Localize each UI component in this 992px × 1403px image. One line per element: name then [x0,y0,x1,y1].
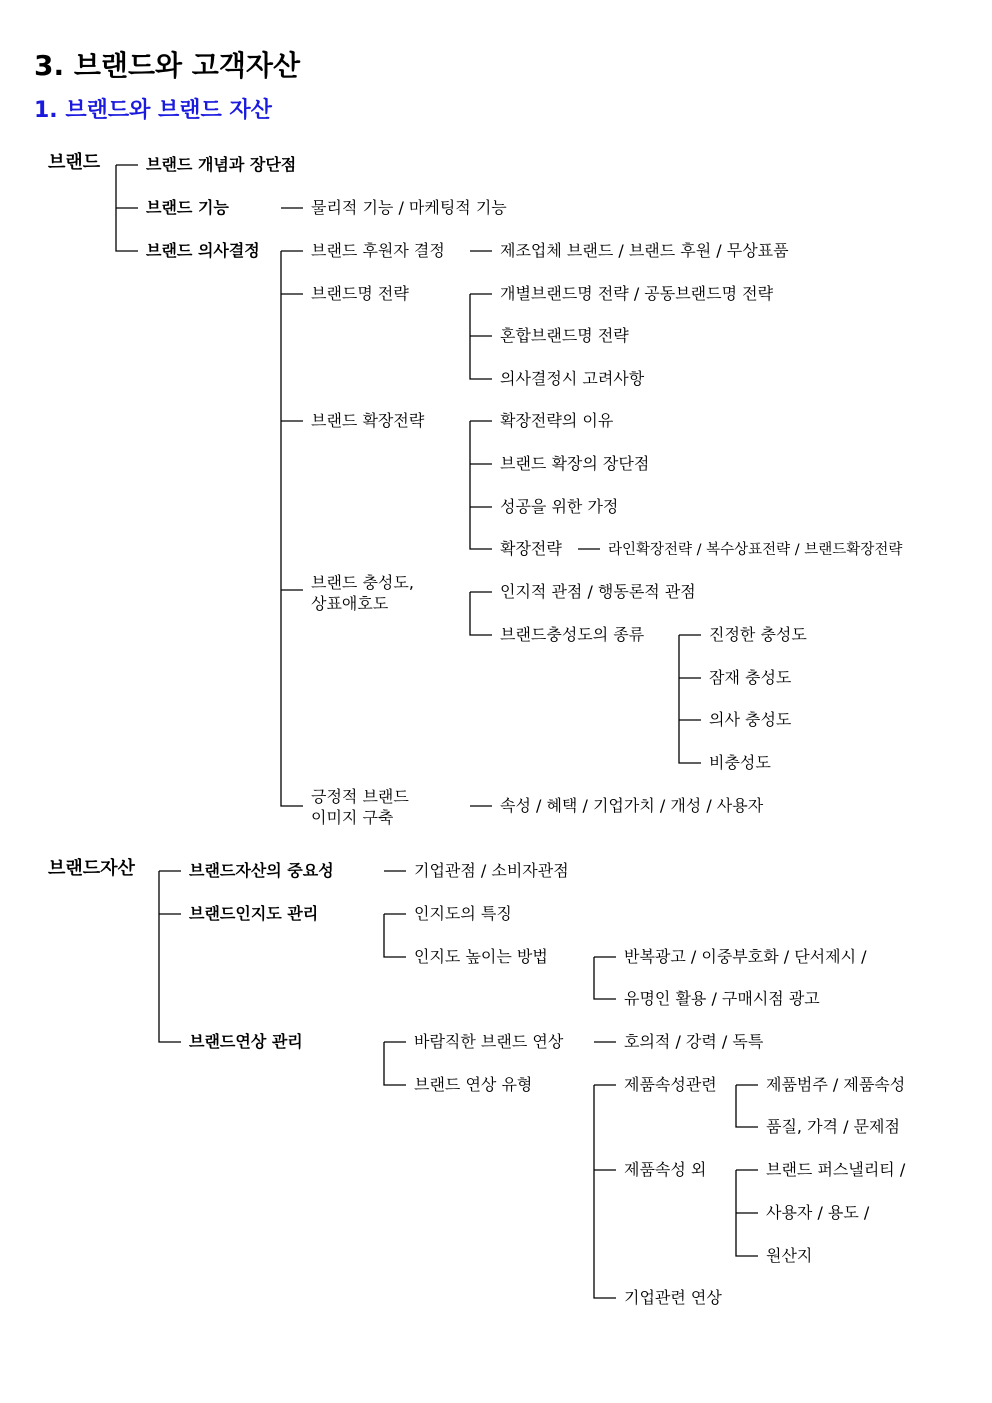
equity-product-related: 제품범주 / 제품속성 [766,1075,906,1094]
equity-awareness-item: 인지도 높이는 방법 [414,947,548,966]
equity-desirable-detail: 호의적 / 강력 / 독특 [624,1032,764,1051]
equity-importance-detail: 기업관점 / 소비자관점 [414,861,569,880]
brand-name-strategy: 브랜드명 전략 [311,284,409,303]
equity-awareness-method: 유명인 활용 / 구매시점 광고 [624,989,820,1008]
brand-name-item: 혼합브랜드명 전략 [500,326,629,345]
brand-extension: 브랜드 확장전략 [311,411,425,430]
equity-association-item: 브랜드 연상 유형 [414,1075,533,1094]
brand-extension-item: 브랜드 확장의 장단점 [500,454,650,473]
brand-loyalty-item: 브랜드충성도의 종류 [500,625,645,644]
brand-loyalty-type: 잠재 충성도 [709,668,792,687]
brand-function: 브랜드 기능 [146,198,229,217]
brand-sponsor: 브랜드 후원자 결정 [311,241,445,260]
equity-non-product: 원산지 [766,1246,813,1265]
brand-extension-item: 성공을 위한 가정 [500,497,619,516]
equity-association: 브랜드연상 관리 [189,1032,303,1051]
brand-root: 브랜드 [48,152,101,173]
brand-loyalty-item: 인지적 관점 / 행동론적 관점 [500,582,696,601]
brand-loyalty: 브랜드 충성도, 상표애호도 [311,573,414,613]
brand-image: 긍정적 브랜드 이미지 구축 [311,787,409,827]
equity-assoc-type: 기업관련 연상 [624,1288,722,1307]
equity-assoc-type: 제품속성관련 [624,1075,717,1094]
equity-non-product: 브랜드 퍼스낼리티 / [766,1160,906,1179]
brand-loyalty-type: 의사 충성도 [709,710,792,729]
equity-awareness: 브랜드인지도 관리 [189,904,319,923]
brand-extension-types: 라인확장전략 / 복수상표전략 / 브랜드확장전략 [608,542,903,558]
brand-decision: 브랜드 의사결정 [146,241,260,260]
brand-loyalty-type: 진정한 충성도 [709,625,807,644]
brand-name-item: 의사결정시 고려사항 [500,369,645,388]
brand-function-detail: 물리적 기능 / 마케팅적 기능 [311,198,507,217]
brand-name-item: 개별브랜드명 전략 / 공동브랜드명 전략 [500,284,774,303]
equity-non-product: 사용자 / 용도 / [766,1203,870,1222]
equity-importance: 브랜드자산의 중요성 [189,861,334,880]
brand-concept: 브랜드 개념과 장단점 [146,155,297,174]
brand-extension-item: 확장전략 [500,539,562,558]
equity-root: 브랜드자산 [48,858,135,879]
equity-awareness-method: 반복광고 / 이중부호화 / 단서제시 / [624,947,867,966]
equity-assoc-type: 제품속성 외 [624,1160,707,1179]
brand-extension-item: 확장전략의 이유 [500,411,614,430]
brand-sponsor-detail: 제조업체 브랜드 / 브랜드 후원 / 무상표품 [500,241,789,260]
brand-loyalty-type: 비충성도 [709,753,771,772]
equity-product-related: 품질, 가격 / 문제점 [766,1117,900,1136]
equity-awareness-item: 인지도의 특징 [414,904,512,923]
equity-association-item: 바람직한 브랜드 연상 [414,1032,564,1051]
brand-image-detail: 속성 / 혜택 / 기업가치 / 개성 / 사용자 [500,796,764,815]
section-title: 1. 브랜드와 브랜드 자산 [34,98,272,123]
page-title: 3. 브랜드와 고객자산 [34,49,301,82]
